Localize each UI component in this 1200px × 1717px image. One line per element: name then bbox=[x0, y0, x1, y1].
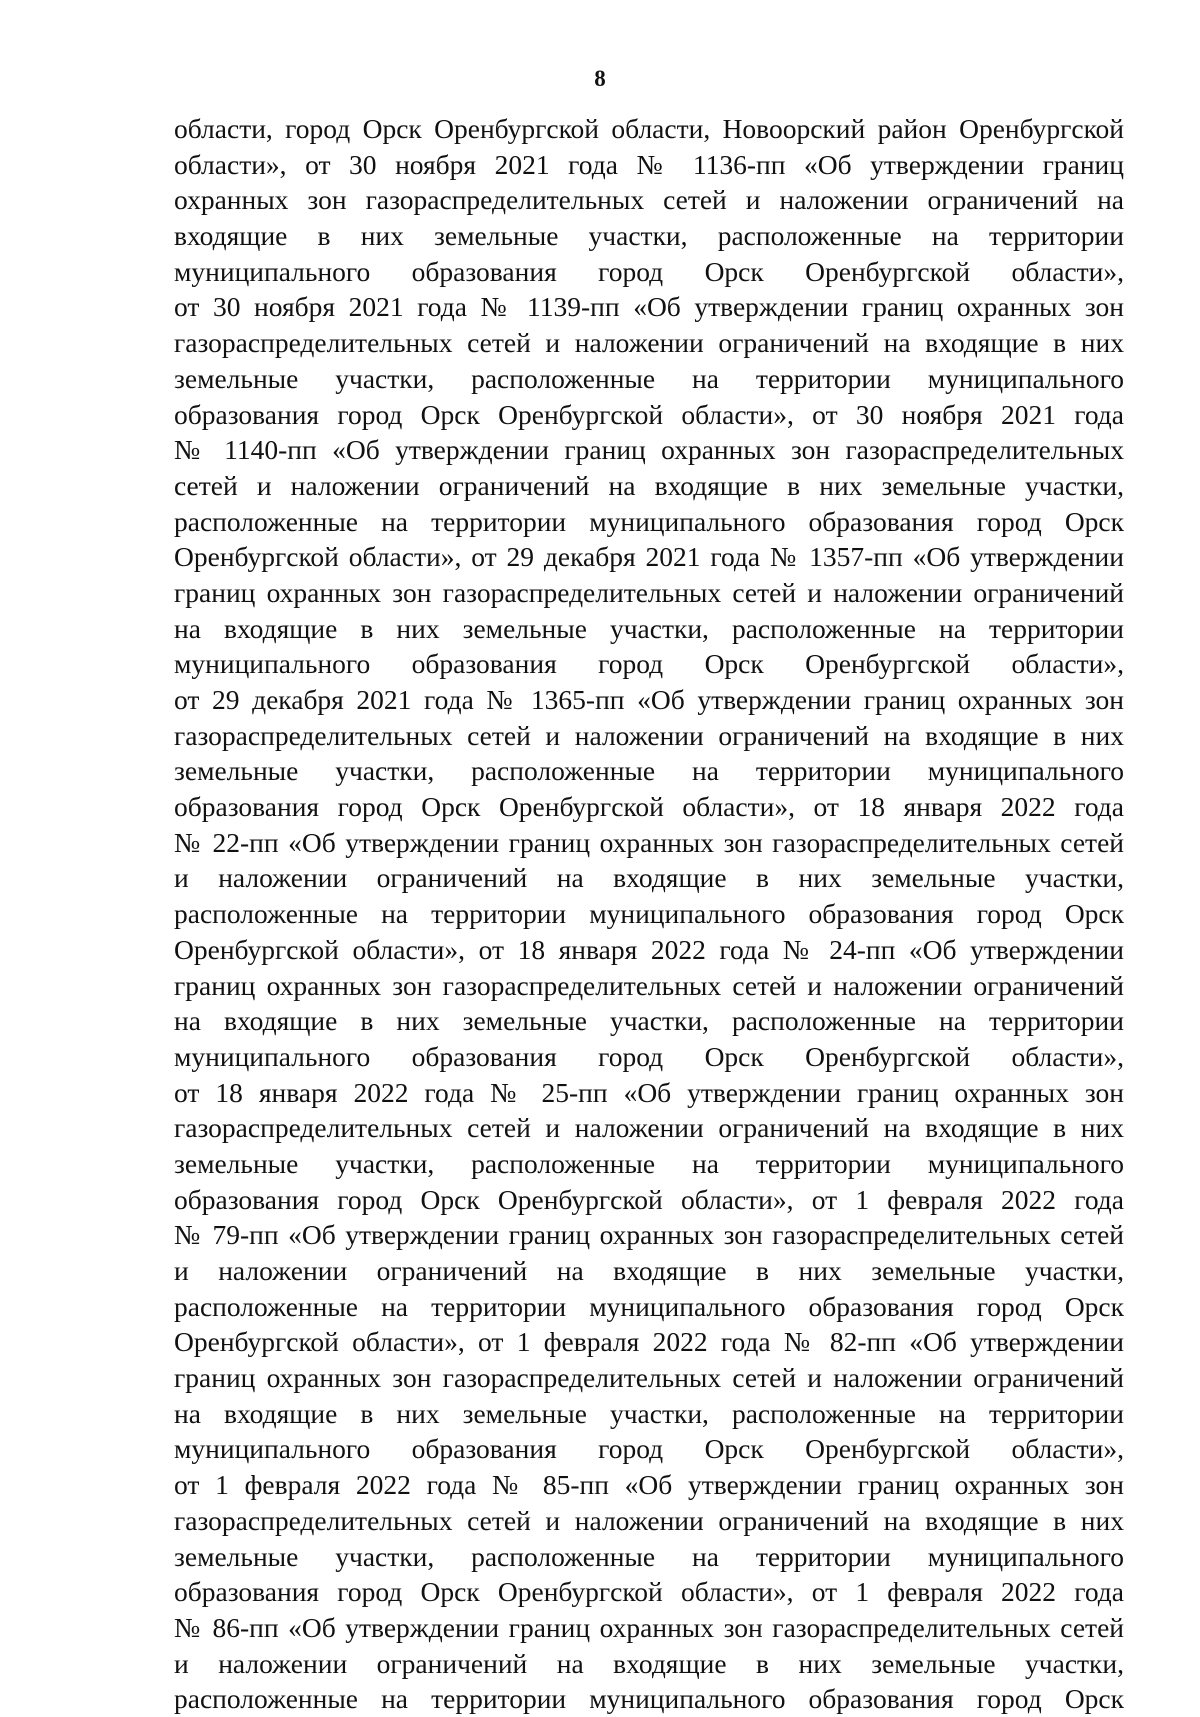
page-number: 8 bbox=[594, 66, 606, 91]
text-line: от 1 февраля 2022 года № 85-пп «Об утверждении границ охранных зон bbox=[174, 1469, 1124, 1501]
text-line: расположенные на территории муниципального образования город Орск bbox=[174, 898, 1124, 930]
text-line: границ охранных зон газораспределительных сетей и наложении ограничений bbox=[174, 576, 1124, 608]
text-line: от 18 января 2022 года № 25-пп «Об утверждении границ охранных зон bbox=[174, 1076, 1124, 1108]
body-paragraph bbox=[174, 111, 1124, 1717]
text-line: на входящие в них земельные участки, расположенные на территории bbox=[174, 1005, 1124, 1037]
text-line: муниципального образования город Орск Оренбургской области», bbox=[174, 1433, 1124, 1465]
text-line: Оренбургской области», от 18 января 2022 года № 24-пп «Об утверждении bbox=[174, 933, 1124, 965]
text-line: газораспределительных сетей и наложении ограничений на входящие в них bbox=[174, 719, 1124, 751]
text-line: охранных зон газораспределительных сетей и наложении ограничений на bbox=[174, 184, 1124, 216]
text-line: газораспределительных сетей и наложении ограничений на входящие в них bbox=[174, 1504, 1124, 1536]
text-line: муниципального образования город Орск Оренбургской области», bbox=[174, 255, 1124, 287]
text-line: образования город Орск Оренбургской области», от 1 февраля 2022 года bbox=[174, 1576, 1124, 1608]
text-line: газораспределительных сетей и наложении ограничений на входящие в них bbox=[174, 1112, 1124, 1144]
text-line: на входящие в них земельные участки, расположенные на территории bbox=[174, 612, 1124, 644]
text-line: Оренбургской области», от 1 февраля 2022 года № 82-пп «Об утверждении bbox=[174, 1326, 1124, 1358]
text-line: и наложении ограничений на входящие в них земельные участки, bbox=[174, 862, 1124, 894]
text-line: земельные участки, расположенные на территории муниципального bbox=[174, 1540, 1124, 1572]
text-line: от 30 ноября 2021 года № 1139-пп «Об утверждении границ охранных зон bbox=[174, 291, 1124, 323]
text-line: образования город Орск Оренбургской области», от 18 января 2022 года bbox=[174, 791, 1124, 823]
text-line: земельные участки, расположенные на территории муниципального bbox=[174, 1147, 1124, 1179]
text-line: земельные участки, расположенные на территории муниципального bbox=[174, 755, 1124, 787]
text-line: Оренбургской области», от 29 декабря 2021 года № 1357-пп «Об утверждении bbox=[174, 541, 1124, 573]
text-line: области», от 30 ноября 2021 года № 1136-пп «Об утверждении границ bbox=[174, 148, 1124, 180]
text-line: образования город Орск Оренбургской области», от 1 февраля 2022 года bbox=[174, 1183, 1124, 1215]
text-line: образования город Орск Оренбургской области», от 30 ноября 2021 года bbox=[174, 398, 1124, 430]
text-line: № 22-пп «Об утверждении границ охранных зон газораспределительных сетей bbox=[174, 826, 1124, 858]
text-line: № 86-пп «Об утверждении границ охранных зон газораспределительных сетей bbox=[174, 1611, 1124, 1643]
text-line: и наложении ограничений на входящие в них земельные участки, bbox=[174, 1255, 1124, 1286]
text-line: расположенные на территории муниципального образования город Орск bbox=[174, 505, 1124, 537]
text-line: границ охранных зон газораспределительных сетей и наложении ограничений bbox=[174, 1362, 1124, 1394]
text-line: расположенные на территории муниципального образования город Орск bbox=[174, 1290, 1124, 1322]
text-line: сетей и наложении ограничений на входящие в них земельные участки, bbox=[174, 469, 1124, 501]
text-line: расположенные на территории муниципального образования город Орск bbox=[174, 1683, 1124, 1715]
text-line: газораспределительных сетей и наложении ограничений на входящие в них bbox=[174, 327, 1124, 359]
text-line: на входящие в них земельные участки, расположенные на территории bbox=[174, 1397, 1124, 1429]
text-line: границ охранных зон газораспределительных сетей и наложении ограничений bbox=[174, 969, 1124, 1001]
text-line: области, город Орск Оренбургской области, Новоорский район Оренбургской bbox=[174, 113, 1124, 144]
text-line: и наложении ограничений на входящие в них земельные участки, bbox=[174, 1647, 1124, 1679]
text-line: входящие в них земельные участки, расположенные на территории bbox=[174, 220, 1124, 252]
text-line: № 1140-пп «Об утверждении границ охранных зон газораспределительных bbox=[174, 434, 1124, 466]
text-line: № 79-пп «Об утверждении границ охранных зон газораспределительных сетей bbox=[174, 1219, 1124, 1251]
text-line: муниципального образования город Орск Оренбургской области», bbox=[174, 648, 1124, 680]
text-line: муниципального образования город Орск Оренбургской области», bbox=[174, 1040, 1124, 1072]
text-line: от 29 декабря 2021 года № 1365-пп «Об утверждении границ охранных зон bbox=[174, 684, 1124, 715]
text-line: земельные участки, расположенные на территории муниципального bbox=[174, 362, 1124, 394]
